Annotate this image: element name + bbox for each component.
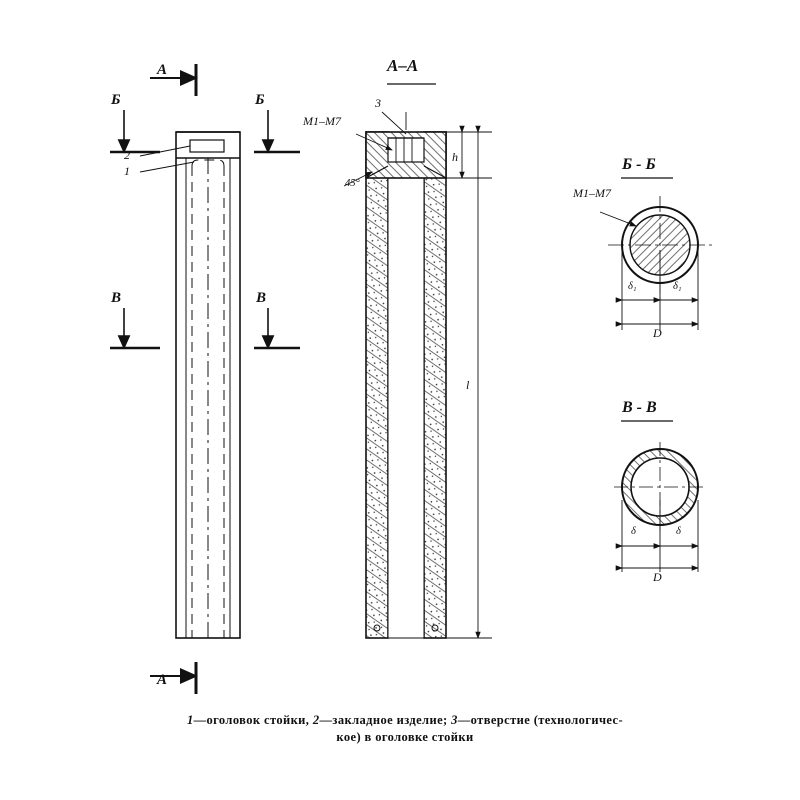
section-arrow-V-left <box>110 308 160 348</box>
section-arrow-V-right <box>254 308 300 348</box>
section-aa-geometry <box>366 132 446 638</box>
callout-m1-m7-section-aa: M1–M7 <box>303 114 341 128</box>
angle-label-45: 45° <box>345 178 360 189</box>
dimension-delta1-right: δ₁ <box>673 281 682 292</box>
callout-3-section-aa: 3 <box>375 96 381 110</box>
dimension-D-vv: D <box>653 570 662 584</box>
figure-caption <box>60 712 750 746</box>
section-bb-title: Б - Б <box>622 156 656 173</box>
section-mark-A-top: A <box>157 62 168 78</box>
section-arrow-B-left <box>110 110 160 152</box>
callout-m1-m7-section-bb: M1–M7 <box>573 186 611 200</box>
dimension-delta1-left: δ₁ <box>628 281 637 292</box>
callout-1-front: 1 <box>124 164 130 178</box>
callout-2-front: 2 <box>124 148 130 162</box>
section-mark-B-right: Б <box>255 92 265 108</box>
dimension-delta-right: δ <box>676 526 681 537</box>
caption-line-1: 1—оголовок стойки, 2—закладное изделие; 3—отверстие (технологичес- <box>186 713 624 727</box>
section-arrow-B-right <box>254 110 300 152</box>
section-mark-V-left: В <box>111 290 122 306</box>
caption-line-2: кое) в оголовке стойки <box>336 730 474 744</box>
section-mark-A-bottom: A <box>157 672 168 688</box>
front-view-inner-lines <box>186 158 230 638</box>
section-vv-title: В - В <box>622 399 657 416</box>
dimension-delta-left: δ <box>631 526 636 537</box>
dimension-l: l <box>466 378 470 392</box>
dimension-D-bb: D <box>653 326 662 340</box>
section-aa-title: A–A <box>387 56 419 75</box>
section-mark-B-left: Б <box>111 92 121 108</box>
dimension-h: h <box>452 150 458 164</box>
section-mark-V-right: В <box>256 290 267 306</box>
